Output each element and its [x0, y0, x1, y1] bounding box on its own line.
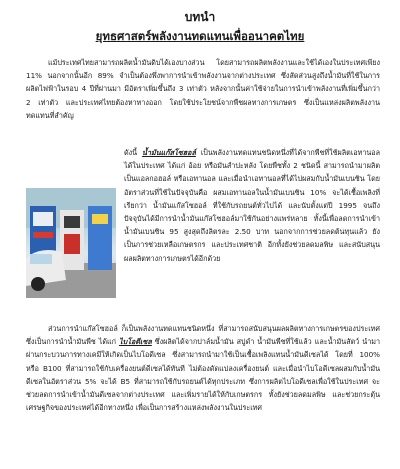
- paragraph-intro: แม้ประเทศไทยสามารถผลิตน้ำมันดิบได้เองบางส่วน โดยสามารถผลิตพลังงานและใช้ได้เองในประเทศเพียง 11% นอกจากนั้นอีก 89% จำเป็นต้องพึ่งพาการนำเข้าพลังงานจากต่างประเทศ ซึ่งสัดส่วนสูงถึงน้ำมันที่ใช้ในการผลิตไฟฟ้าในรอบ 4 ปีที่ผ่านมา มีอัตราเพิ่มขึ้นถึง 3 เท่าตัว หลังจากนั้นค่าใช้จ่ายในการนำเข้าพลังงานที่เพิ่มขึ้นกว่า 2 เท่าตัว และประเทศไทยต้องหาทางออก โดยใช้ประโยชน์จากพืชผลทางการเกษตร ซึ่งเป็นแหล่งผลิตพลังงานทดแทนที่สำคัญ: [26, 58, 380, 120]
- section-title: ยุทธศาสตร์พลังงานทดแทนเพื่ออนาคตไทย: [95, 29, 305, 43]
- paragraph-biodiesel-body: ซึ่งผลิตได้จากปาล์มน้ำมัน สบู่ดำ น้ำมันพืชที่ใช้แล้ว และน้ำมันสัตว์ นำมาผ่านกระบวนการทางเคมีให้เกิดเป็นไบโอดีเซล ซึ่งสามารถนำมาใช้เป็นเชื้อเพลิงแทนน้ำมันดีเซลได้ โดยที่ 100% หรือ B100 ที่สามารถใช้กับเครื่องยนต์ดีเซลได้ทันที ไม่ต้องดัดแปลงเครื่องยนต์ และเมื่อนำไบโอดีเซลผสมกับน้ำมันดีเซลในอัตราส่วน 5% จะได้ B5 ที่สามารถใช้กับรถยนต์ได้ทุกประเภท ซึ่งการผลิตไบโอดีเซลเพื่อใช้ในประเทศ จะช่วยลดการนำเข้าน้ำมันดีเซลจากต่างประเทศ และเพิ่มรายได้ให้กับเกษตรกร ทั้งยังช่วยลดมลพิษ และช่วยกระตุ้นเศรษฐกิจของประเทศได้อีกทางหนึ่ง เพื่อเป็นการสร้างแหล่งพลังงานในประเทศ: [26, 337, 381, 413]
- paragraph-gasohol-prefix: ดังนี้: [124, 148, 143, 157]
- paragraph-gasohol-body: เป็นพลังงานทดแทนชนิดหนึ่งที่ได้จากพืชที่ใช้ผลิตเอทานอลได้ในประเทศ ได้แก่ อ้อย หรือมันสำปะหลัง โดยพืชทั้ง 2 ชนิดนี้ สามารถนำมาผลิตเป็นแอลกอฮอล์ หรือเอทานอล และเมื่อนำเอทานอลที่ได้ไปผสมกับน้ำมันเบนซิน โดยอัตราส่วนที่ใช้ในปัจจุบันคือ ผสมเอทานอลในน้ำมันเบนซิน 10% จะได้เชื้อเพลิงที่เรียกว่า น้ำมันแก๊สโซฮอล์ ที่ใช้กับรถยนต์ทั่วไปได้ และนับตั้งแต่ปี 1995 จนถึงปัจจุบันได้มีการนำน้ำมันแก๊สโซฮอล์มาใช้กันอย่างแพร่หลาย ทั้งนี้เพื่อลดการนำเข้าน้ำมันเบนซิน 95 สูงสุดถึงลิตรละ 2.50 บาท นอกจากการช่วยลดต้นทุนแล้ว ยังเป็นการช่วยเหลือเกษตรกร และประเทศชาติ อีกทั้งยังช่วยลดมลพิษ และสนับสนุนผลผลิตทางการเกษตรได้อีกด้วย: [124, 148, 380, 263]
- keyword-biodiesel: ไบโอดีเซล: [119, 337, 152, 347]
- gas-station-illustration: [26, 188, 116, 298]
- paragraph-biodiesel-prefix: ส่วนการนำแก๊สโซฮอล์ ก็เป็นพลังงานทดแทนชนิดหนึ่ง ที่สามารถสนับสนุนผลผลิตทางการเกษตรของประเทศ ซึ่งเป็นการนำน้ำมันพืช ได้แก่: [26, 324, 380, 347]
- page-title: บทนำ: [184, 10, 216, 24]
- gas-station-photo: [26, 188, 116, 298]
- keyword-gasohol: น้ำมันแก๊สโซฮอล์: [142, 148, 196, 157]
- paragraph-biodiesel: [26, 322, 380, 414]
